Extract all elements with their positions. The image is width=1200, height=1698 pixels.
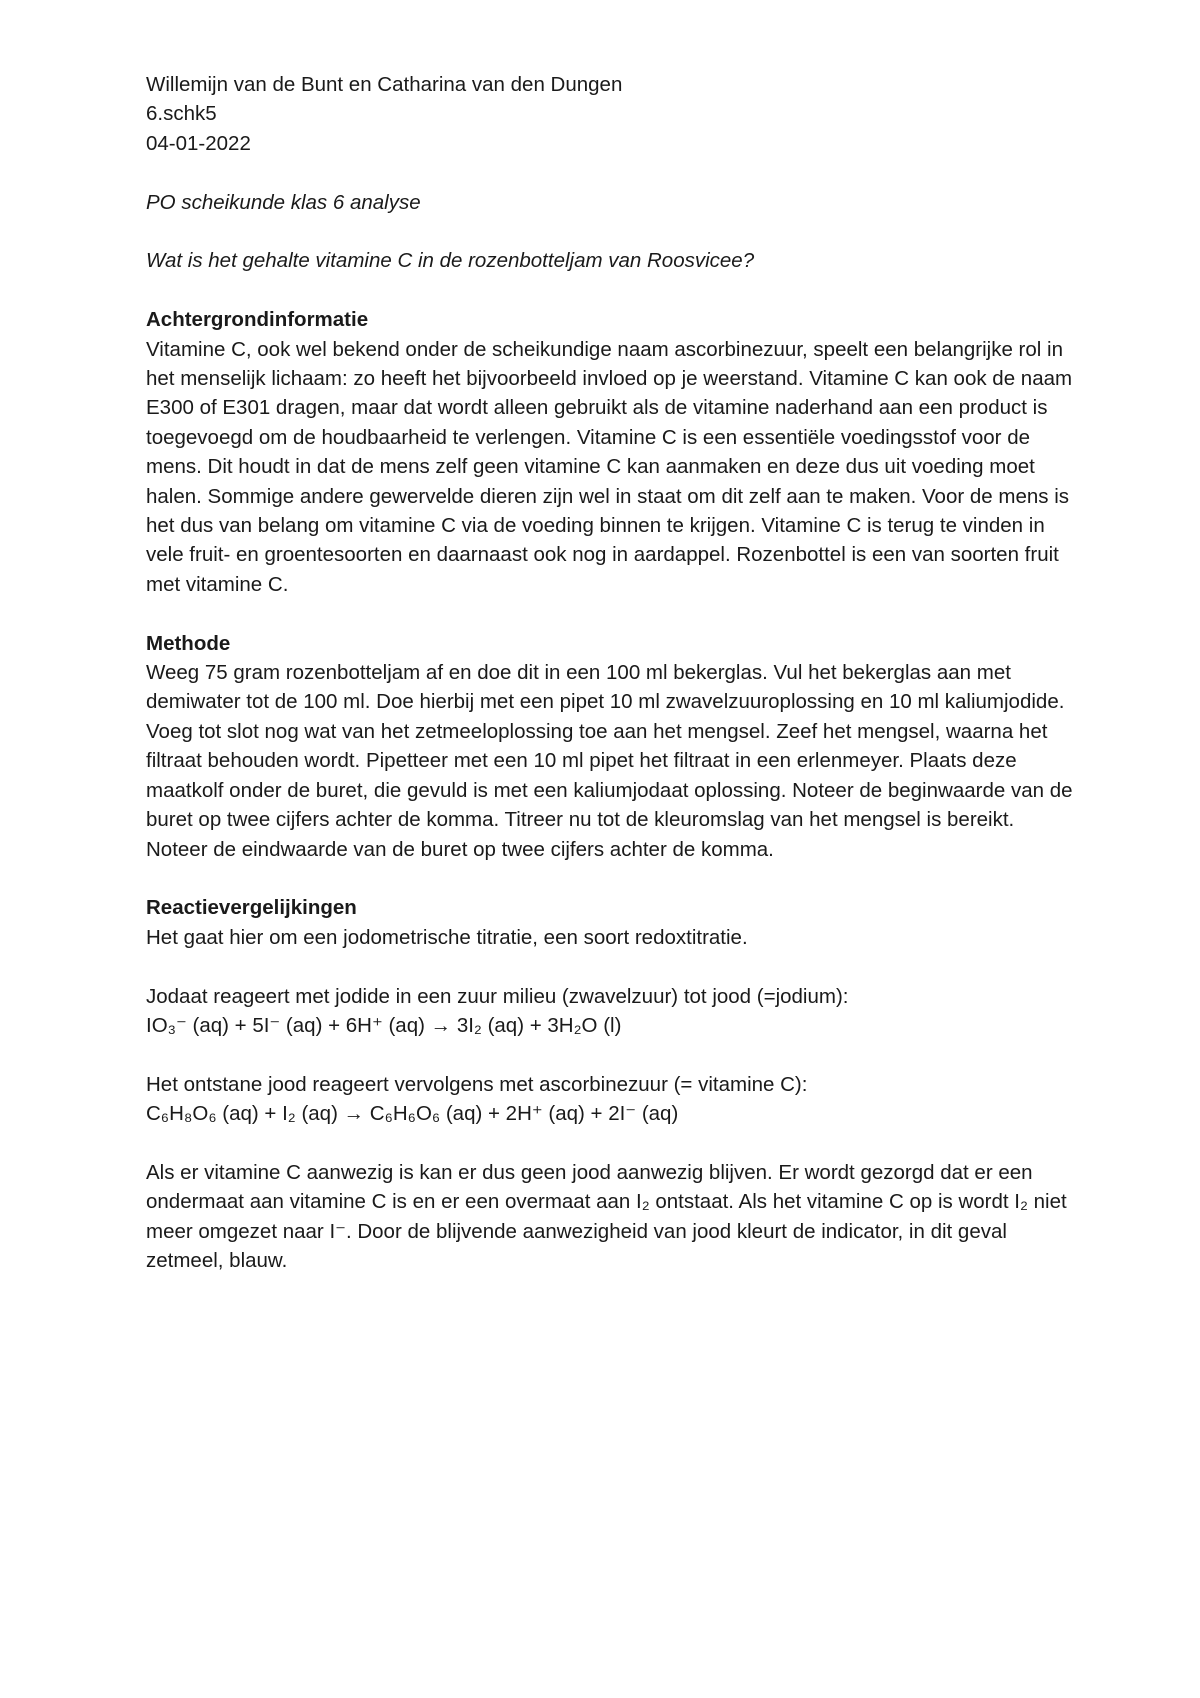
reaction2-text: Het ontstane jood reageert vervolgens met ascorbinezuur (= vitamine C): bbox=[146, 1072, 808, 1096]
class-code: 6.schk5 bbox=[146, 102, 217, 126]
research-question: Wat is het gehalte vitamine C in de rozenbotteljam van Roosvicee? bbox=[146, 249, 755, 273]
subject-title: PO scheikunde klas 6 analyse bbox=[146, 190, 421, 214]
method-text: Weeg 75 gram rozenbotteljam af en doe dit in een 100 ml bekerglas. Vul het bekerglas aan met demiwater tot de 100 ml. Doe hierbij met een pipet 10 ml zwavelzuuroplossing en 10 ml kaliumjodide. Voeg tot slot nog wat van het zetmeeloplossing toe aan het mengsel. Zeef het mengsel, waarna het filtraat behouden wordt. Pipetteer met een 10 ml pipet het filtraat in een erlenmeyer. Plaats deze maatkolf onder de buret, die gevuld is met een kaliumjodaat oplossing. Noteer de beginwaarde van de buret op twee cijfers achter de komma. Titreer nu tot de kleuromslag van het mengsel is bereikt. Noteer de eindwaarde van de buret op twee cijfers achter de komma. bbox=[146, 661, 1073, 861]
reaction1-text: Jodaat reageert met jodide in een zuur milieu (zwavelzuur) tot jood (=jodium): bbox=[146, 984, 849, 1008]
reactions-heading: Reactievergelijkingen bbox=[146, 896, 357, 920]
background-text: Vitamine C, ook wel bekend onder de scheikundige naam ascorbinezuur, speelt een belangrijke rol in het menselijk lichaam: zo heeft het bijvoorbeeld invloed op je weerstand. Vitamine C kan ook de naam E300 of E301 dragen, maar dat wordt alleen gebruikt als de vitamine naderhand aan een product is toegevoegd om de houdbaarheid te verlengen. Vitamine C is een essentiële voedingsstof voor de mens. Dit houdt in dat de mens zelf geen vitamine C kan aanmaken en deze dus uit voeding moet halen. Sommige andere gewervelde dieren zijn wel in staat om dit zelf aan te maken. Voor de mens is het dus van belang om vitamine C via de voeding binnen te krijgen. Vitamine C is terug te vinden in vele fruit- en groentesoorten en daarnaast ook nog in aardappel. Rozenbottel is een van soorten fruit met vitamine C. bbox=[146, 337, 1073, 596]
reactions-conclusion: Als er vitamine C aanwezig is kan er dus geen jood aanwezig blijven. Er wordt gezorgd dat er een ondermaat aan vitamine C is en er een overmaat aan I₂ ontstaat. Als het vitamine C op is wordt I₂ niet meer omgezet naar I⁻. Door de blijvende aanwezigheid van jood kleurt de indicator, in dit geval zetmeel, blauw. bbox=[146, 1160, 1067, 1273]
authors: Willemijn van de Bunt en Catharina van den Dungen bbox=[146, 73, 623, 96]
reactions-intro: Het gaat hier om een jodometrische titratie, een soort redoxtitratie. bbox=[146, 925, 748, 949]
date: 04-01-2022 bbox=[146, 131, 251, 155]
reaction1-equation: IO₃⁻ (aq) + 5I⁻ (aq) + 6H⁺ (aq) → 3I₂ (aq) + 3H₂O (l) bbox=[146, 1013, 622, 1037]
reaction2-equation: C₆H₈O₆ (aq) + I₂ (aq) → C₆H₆O₆ (aq) + 2H⁺ (aq) + 2I⁻ (aq) bbox=[146, 1102, 679, 1126]
document-page bbox=[146, 70, 1076, 1276]
method-heading: Methode bbox=[146, 631, 231, 655]
background-heading: Achtergrondinformatie bbox=[146, 308, 369, 332]
